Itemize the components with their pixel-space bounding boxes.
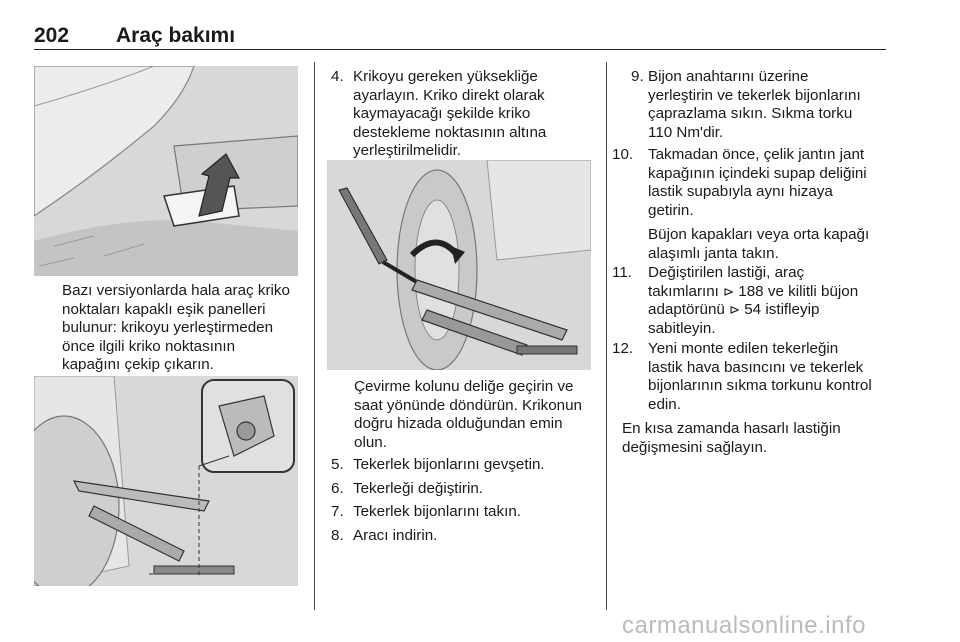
closing-note — [622, 420, 841, 457]
text-line: ayarlayın. Kriko direkt olarak — [353, 86, 545, 104]
step-number: 11. — [612, 264, 632, 281]
jack-crank-illustration — [327, 160, 591, 370]
step-number: 6. — [331, 480, 344, 497]
step-10 — [612, 146, 892, 282]
text-line: noktaları kapaklı eşik panelleri — [62, 300, 266, 318]
text-line: edin. — [648, 395, 681, 413]
chapter-title: Araç bakımı — [116, 24, 236, 47]
step-text: Tekerlek bijonlarını gevşetin. — [353, 456, 545, 473]
text-line: çaprazlama sıkın. Sıkma torku — [648, 105, 853, 123]
step-text: Tekerlek bijonlarını takın. — [353, 503, 521, 520]
step-6 — [331, 480, 603, 499]
step-9 — [622, 68, 892, 144]
step-number: 7. — [331, 503, 344, 520]
text-line: Yeni monte edilen tekerleğin — [648, 340, 839, 357]
step-7 — [331, 503, 603, 522]
column-divider-1 — [314, 62, 315, 610]
step-number: 5. — [331, 456, 344, 473]
column-divider-2 — [606, 62, 607, 610]
step-number: 9. — [631, 68, 644, 85]
text-line: kapağını çekip çıkarın. — [62, 356, 214, 374]
text-line: kapağının içindeki supap deliğini — [648, 164, 867, 182]
text-span: ve kilitli büjon — [767, 282, 859, 300]
step-number: 8. — [331, 527, 344, 544]
page-number: 202 — [34, 24, 70, 47]
header-rule — [34, 49, 886, 50]
text-span: adaptörünü — [648, 301, 725, 319]
page-reference-arrow-icon: ⊳ — [723, 283, 735, 299]
text-line: saat yönünde döndürün. Krikonun — [354, 396, 582, 414]
text-line: Büjon kapakları veya orta kapağı — [648, 226, 870, 244]
page-reference[interactable]: 188 — [738, 282, 764, 300]
watermark: carmanualsonline.info — [622, 612, 866, 639]
sill-cover-note — [62, 282, 290, 375]
text-line: önce ilgili kriko noktasının — [62, 337, 236, 355]
step-number: 10. — [612, 146, 634, 163]
text-line: lastik hava basıncını ve tekerlek — [648, 358, 864, 376]
text-line: sabitleyin. — [648, 319, 716, 337]
text-line: değişmesini sağlayın. — [622, 438, 768, 456]
step-number: 4. — [331, 68, 344, 85]
text-line — [648, 283, 858, 302]
text-line: yerleştirin ve tekerlek bijonlarını — [648, 86, 861, 104]
page-reference[interactable]: 54 — [744, 301, 762, 319]
text-line: bulunur: krikoyu yerleştirmeden — [62, 319, 274, 337]
step-8 — [331, 527, 603, 546]
step-4 — [331, 68, 603, 162]
step-12 — [612, 340, 902, 416]
text-span: takımlarını — [648, 282, 719, 300]
page-header — [34, 24, 886, 52]
text-line: 110 Nm'dir. — [648, 123, 724, 141]
text-line: En kısa zamanda hasarlı lastiğin — [622, 420, 841, 437]
text-line: destekleme noktasının altına — [353, 123, 547, 141]
jack-position-illustration — [34, 376, 298, 586]
sill-panel-cover-illustration — [34, 66, 298, 276]
step-11 — [612, 264, 892, 340]
text-line: kaymayacağı şekilde kriko — [353, 105, 531, 123]
text-line: getirin. — [648, 201, 694, 219]
step-number: 12. — [612, 340, 634, 357]
text-line: Takmadan önce, çelik jantın jant — [648, 146, 865, 163]
text-line: yerleştirilmelidir. — [353, 142, 462, 160]
text-line: lastik supabıyla aynı hizaya — [648, 183, 833, 201]
text-line: Değiştirilen lastiği, araç — [648, 264, 805, 281]
crank-instruction — [354, 378, 582, 452]
text-line: doğru hizada olduğundan emin — [354, 415, 563, 433]
text-line: Krikoyu gereken yüksekliğe — [353, 68, 538, 85]
text-line: Bijon anahtarını üzerine — [648, 68, 809, 85]
text-span: istifleyip — [765, 301, 820, 319]
page-reference-arrow-icon: ⊳ — [729, 302, 740, 318]
text-line: bijonlarının sıkma torkunu kontrol — [648, 377, 872, 395]
text-line: Çevirme kolunu deliğe geçirin ve — [354, 378, 574, 395]
text-line: olun. — [354, 433, 387, 451]
text-line: alaşımlı janta takın. — [648, 244, 779, 262]
step-text: Tekerleği değiştirin. — [353, 480, 483, 497]
text-line: Bazı versiyonlarda hala araç kriko — [62, 282, 290, 299]
text-line — [648, 301, 858, 320]
step-text: Aracı indirin. — [353, 527, 438, 544]
step-5 — [331, 456, 603, 475]
